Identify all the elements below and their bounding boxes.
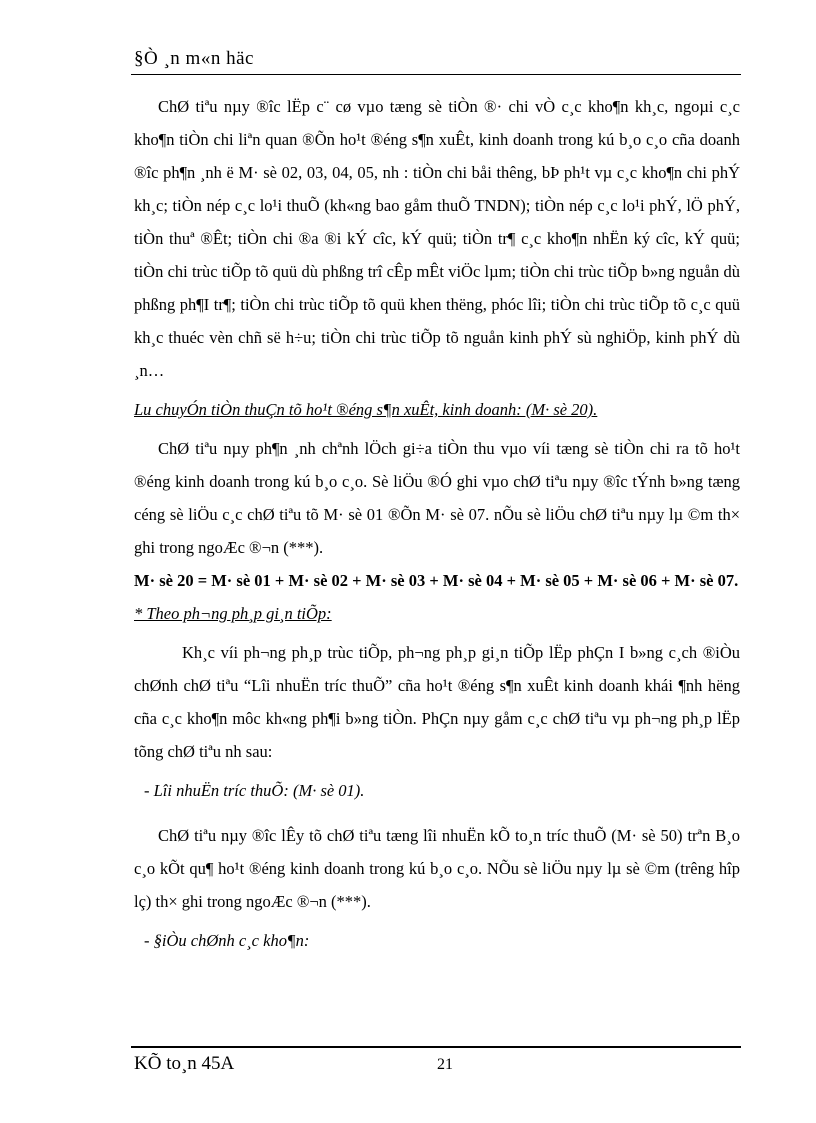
list-item-profit-before-tax: - Lîi nhuËn tríc thuÕ: (M· sè 01).	[144, 781, 365, 800]
footer-class-label: KÕ to¸n 45A	[134, 1053, 235, 1074]
paragraph-cash-other-payments: ChØ tiªu nµy ®îc lËp c¨ cø vµo tæng sè tiÒn ®· chi vÒ c¸c kho¶n kh¸c, ngoµi c¸c kho¶n tiÒn chi liªn quan ®Õn ho¹t ®éng s¶n xuÊt, kinh doanh trong kú b¸o c¸o cña doanh ®îc ph¶n ¸nh ë M· sè 02, 03, 04, 05, nh : tiÒn chi båi thêng, bÞ ph¹t vµ c¸c kho¶n chi phÝ kh¸c; tiÒn nép c¸c lo¹i thuÕ (kh«ng bao gåm thuÕ TNDN); tiÒn nép c¸c lo¹i phÝ, lÖ phÝ, tiÒn thuª ®Êt; tiÒn chi ®a ®i kÝ cîc, kÝ quü; tiÒn tr¶ c¸c kho¶n nhËn ký cîc, kÝ quü; tiÒn chi trùc tiÕp tõ quü dù phßng trî cÊp mÊt viÖc lµm; tiÒn chi trùc tiÕp b»ng nguån dù phßng ph¶I tr¶; tiÒn chi trùc tiÕp tõ quü khen thëng, phóc lîi; tiÒn chi trùc tiÕp tõ c¸c quü kh¸c thuéc vèn chñ së h÷u; tiÒn chi trùc tiÕp tõ nguån kinh phÝ sù nghiÖp, kinh phÝ dù ¸n…	[134, 97, 740, 380]
section-heading-net-cash-flow: Lu chuyÓn tiÒn thuÇn tõ ho¹t ®éng s¶n xuÊt, kinh doanh: (M· sè 20).	[134, 400, 598, 419]
document-body	[134, 90, 740, 957]
header-title: §Ò ¸n m«n häc	[134, 48, 254, 69]
paragraph-profit-before-tax: ChØ tiªu nµy ®îc lÊy tõ chØ tiªu tæng lîi nhuËn kÕ to¸n tríc thuÕ (M· sè 50) trªn B¸o c¸o kÕt qu¶ ho¹t ®éng kinh doanh trong kú b¸o c¸o. NÕu sè liÖu nµy lµ sè ©m (trêng hîp lç) th× ghi trong ngoÆc ®¬n (***).	[134, 826, 740, 911]
list-item-adjustments: - §iÒu chØnh c¸c kho¶n:	[144, 931, 310, 950]
section-heading-indirect-method: * Theo ph¬ng ph¸p gi¸n tiÕp:	[134, 604, 332, 623]
paragraph-indirect-method: Kh¸c víi ph¬ng ph¸p trùc tiÕp, ph¬ng ph¸p gi¸n tiÕp lËp phÇn I b»ng c¸ch ®iÒu chØnh chØ tiªu “Lîi nhuËn tríc thuÕ” cña ho¹t ®éng s¶n xuÊt kinh doanh khái ¶nh hëng cña c¸c kho¶n môc kh«ng ph¶i b»ng tiÒn. PhÇn nµy gåm c¸c chØ tiªu vµ ph¬ng ph¸p lËp tõng chØ tiªu nh sau:	[134, 643, 740, 761]
header-divider	[131, 74, 741, 75]
page-number: 21	[437, 1056, 453, 1073]
paragraph-net-cash-description: ChØ tiªu nµy ph¶n ¸nh chªnh lÖch gi÷a tiÒn thu vµo víi tæng sè tiÒn chi ra tõ ho¹t ®éng kinh doanh trong kú b¸o c¸o. Sè liÖu ®Ó ghi vµo chØ tiªu nµy ®îc tÝnh b»ng tæng céng sè liÖu c¸c chØ tiªu tõ M· sè 01 ®Õn M· sè 07. nÕu sè liÖu chØ tiªu nµy lµ ©m th× ghi trong ngoÆc ®¬n (***).	[134, 439, 740, 557]
footer-divider	[131, 1046, 741, 1048]
formula-code-20: M· sè 20 = M· sè 01 + M· sè 02 + M· sè 03 + M· sè 04 + M· sè 05 + M· sè 06 + M· sè 07.	[134, 571, 739, 590]
